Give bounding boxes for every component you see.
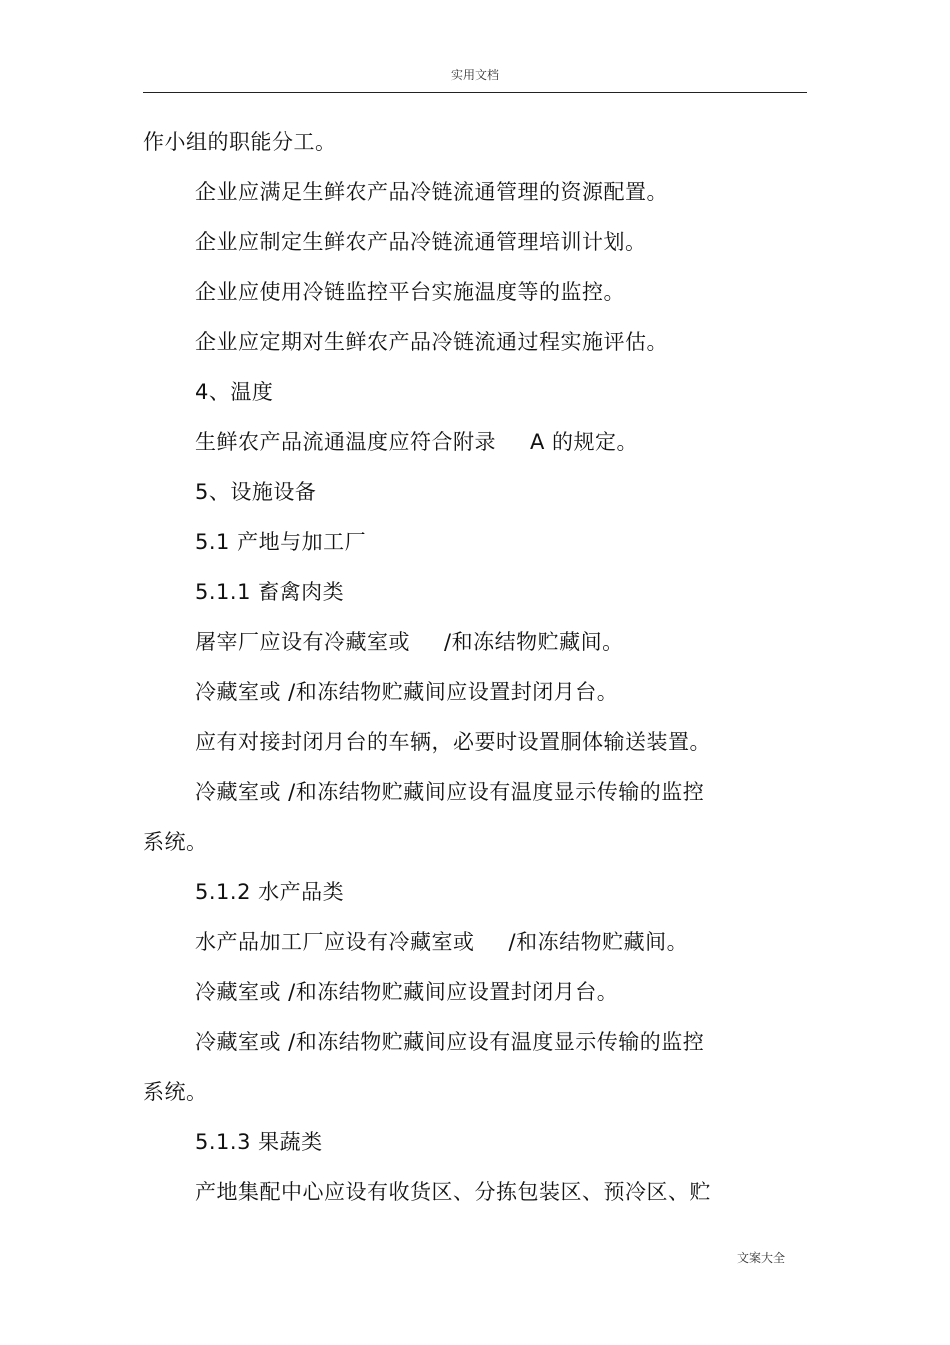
paragraph-line: [143, 617, 783, 667]
paragraph-line: 冷藏室或 /和冻结物贮藏间应设有温度显示传输的监控: [195, 780, 705, 804]
paragraph-line: 冷藏室或 /和冻结物贮藏间应设置封闭月台。: [195, 680, 619, 704]
paragraph-line: 系统。: [143, 830, 208, 854]
paragraph-line: 企业应制定生鲜农产品冷链流通管理培训计划。: [195, 230, 647, 254]
text-segment: /和冻结物贮藏间。: [444, 630, 624, 654]
document-body: [143, 117, 783, 1217]
section-heading: 5、设施设备: [195, 480, 317, 504]
text-segment: 生鲜农产品流通温度应符合附录: [195, 430, 496, 454]
subsection-heading: 5.1.1 畜禽肉类: [195, 580, 345, 604]
paragraph-line: 企业应定期对生鲜农产品冷链流通过程实施评估。: [195, 330, 668, 354]
paragraph-line: 产地集配中心应设有收货区、分拣包装区、预冷区、贮: [195, 1180, 711, 1204]
paragraph-line: 冷藏室或 /和冻结物贮藏间应设有温度显示传输的监控: [195, 1030, 705, 1054]
subsection-heading: 5.1.3 果蔬类: [195, 1130, 323, 1154]
paragraph-line: 企业应满足生鲜农产品冷链流通管理的资源配置。: [195, 180, 668, 204]
paragraph-line: 企业应使用冷链监控平台实施温度等的监控。: [195, 280, 625, 304]
page-footer: 文案大全: [736, 1251, 785, 1265]
paragraph-line: 冷藏室或 /和冻结物贮藏间应设置封闭月台。: [195, 980, 619, 1004]
text-segment: 屠宰厂应设有冷藏室或: [195, 630, 410, 654]
section-heading: 4、温度: [195, 380, 274, 404]
subsection-heading: 5.1 产地与加工厂: [195, 530, 367, 554]
paragraph-line: 系统。: [143, 1080, 208, 1104]
paragraph-line: [143, 417, 783, 467]
paragraph-line: [143, 917, 783, 967]
text-segment: A 的规定。: [530, 430, 639, 454]
text-segment: 水产品加工厂应设有冷藏室或: [195, 930, 475, 954]
paragraph-line: 应有对接封闭月台的车辆，必要时设置胴体输送装置。: [195, 730, 711, 754]
text-segment: /和冻结物贮藏间。: [508, 930, 689, 954]
paragraph-line: 作小组的职能分工。: [143, 130, 337, 154]
header-divider: [143, 92, 807, 93]
subsection-heading: 5.1.2 水产品类: [195, 880, 345, 904]
page-header: 实用文档: [450, 68, 499, 82]
